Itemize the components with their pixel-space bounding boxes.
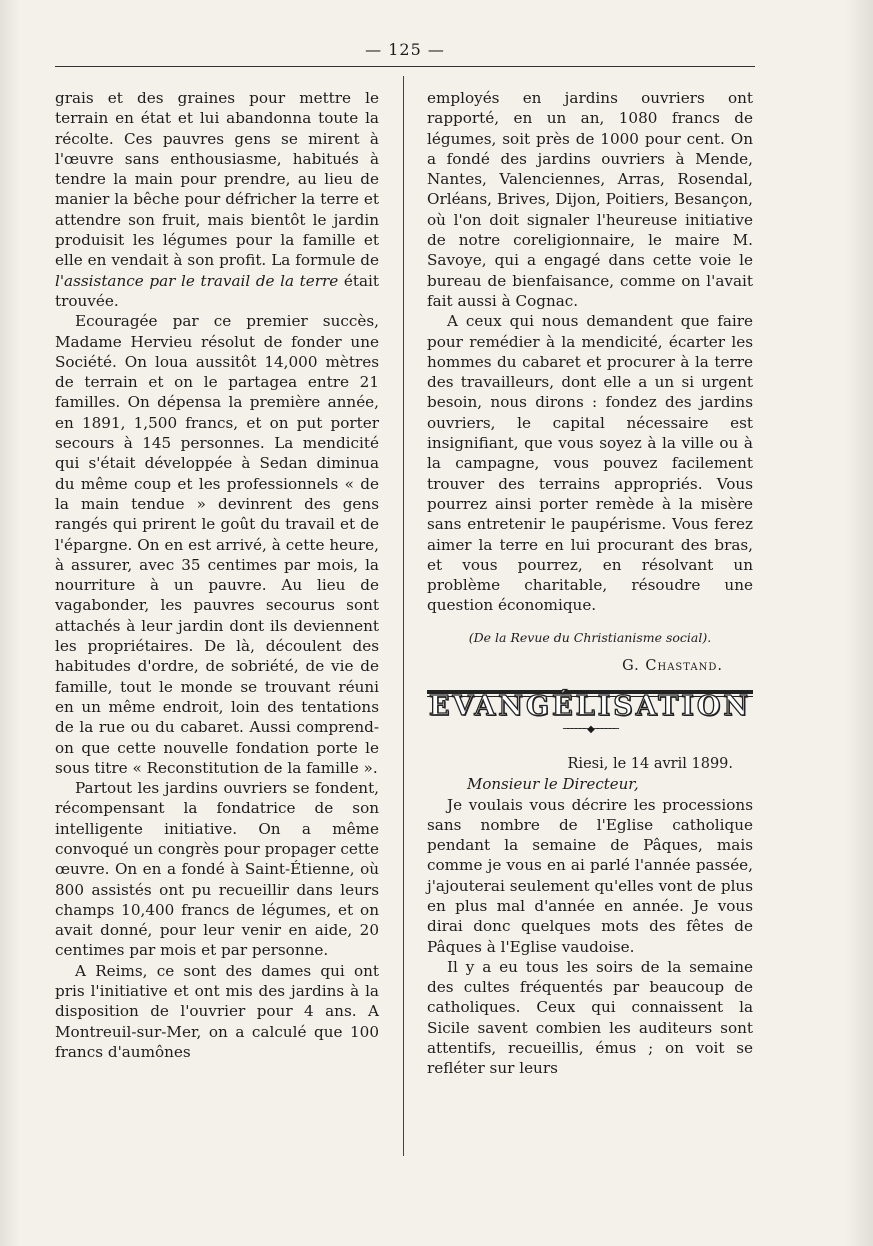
letter-dateline: Riesi, le 14 avril 1899. [567, 755, 733, 772]
page-number: — 125 — [365, 40, 445, 59]
paragraph: grais et des graines pour mettre le terrain en état et lui abandonna toute la récolte. Ces pauvres gens se mirent à l'œuvre sans enthousiasme, habitués à tendre la main pour prendre, au lieu de manier la bêche pour défricher la terre et attendre son fruit, mais bientôt le jardin produisit les légumes pour la famille et elle en vendait à son profit. La formule de l'assistance par le travail de la terre était trouvée. [55, 89, 379, 310]
left-column [55, 88, 379, 1062]
letter-salutation: Monsieur le Directeur, [467, 775, 639, 794]
page-shadow-left [0, 0, 20, 1246]
source-citation: (De la Revue du Christianisme social). [468, 629, 712, 645]
header-rule [55, 66, 755, 67]
paragraph: A Reims, ce sont des dames qui ont pris l'initiative et ont mis des jardins à la disposition de l'ouvrier pour 4 ans. A Montreuil-sur-Mer, on a calculé que 100 francs d'aumônes [55, 961, 379, 1061]
paragraph: employés en jardins ouvriers ont rapporté, en un an, 1080 francs de légumes, soit près de 1000 pour cent. On a fondé des jardins ouvriers à Mende, Nantes, Valenciennes, Arras, Rosendal, Orléans, Brives, Dijon, Poitiers, Besançon, où l'on doit signaler l'heureuse initiative de notre coreligionnaire, le maire M. Savoye, qui a engagé dans cette voie le bureau de bienfaisance, comme on l'avait fait aussi à Cognac. [427, 89, 753, 310]
page-shadow-right [845, 0, 873, 1246]
ornament-divider: ──────◆────── [563, 723, 617, 735]
column-divider [403, 76, 404, 1156]
paragraph: Ecouragée par ce premier succès, Madame Hervieu résolut de fonder une Société. On loua aussitôt 14,000 mètres de terrain et on le partagea entre 21 familles. On dépensa la première année, en 1891, 1,500 francs, et on put porter secours à 145 personnes. La mendicité qui s'était développée à Sedan diminua du même coup et les professionnels « de la main tendue » devinrent des gens rangés qui prirent le goût du travail et de l'épargne. On en est arrivé, à cette heure, à assurer, avec 35 centimes par mois, la nourriture à un pauvre. Au lieu de vagabonder, les pauvres secourus sont attachés à leur jardin dont ils deviennent les propriétaires. De là, découlent des habitudes d'ordre, de sobriété, de vie de famille, tout le monde se trouvant réuni en un même endroit, loin des tentations de la rue ou du cabaret. Aussi comprend-on que cette nouvelle fondation porte le sous titre « Reconstitution de la famille ». [55, 312, 379, 777]
section-title: EVANGÉLISATION [428, 691, 752, 723]
paragraph: Il y a eu tous les soirs de la semaine des cultes fréquentés par beaucoup de catholiques. Ceux qui connaissent la Sicile savent combien les auditeurs sont attentifs, recueillis, émus ; on voit se refléter sur leurs [427, 957, 753, 1078]
author-signature: G. Chastand. [622, 658, 723, 675]
right-column [427, 88, 753, 1079]
paragraph: Je voulais vous décrire les processions sans nombre de l'Eglise catholique pendant la semaine de Pâques, mais comme je vous en ai parlé l'année passée, j'ajouterai seulement qu'elles vont de plus en plus mal d'année en année. Je vous dirai donc quelques mots des fêtes de Pâques à l'Eglise vaudoise. [427, 795, 753, 956]
paragraph: A ceux qui nous demandent que faire pour remédier à la mendicité, écarter les hommes du cabaret et procurer à la terre des travailleurs, dont elle a un si urgent besoin, nous dirons : fondez des jardins ouvriers, le capital nécessaire est insignifiant, que vous soyez à la ville ou à la campagne, vous pouvez facilement trouver des terrains appropriés. Vous pourrez ainsi porter remède à la misère sans entretenir le paupérisme. Vous ferez aimer la terre en lui procurant des bras, et vous pourrez, en résolvant un problème charitable, résoudre une question économique. [427, 312, 753, 615]
paragraph: Partout les jardins ouvriers se fondent, récompensant la fondatrice de son intelligente initiative. On a même convoqué un congrès pour propager cette œuvre. On en a fondé à Saint-Étienne, où 800 assistés ont pu recueillir dans leurs champs 10,400 francs de légumes, et on avait donné, pour leur venir en aide, 20 centimes par mois et par personne. [55, 779, 380, 960]
